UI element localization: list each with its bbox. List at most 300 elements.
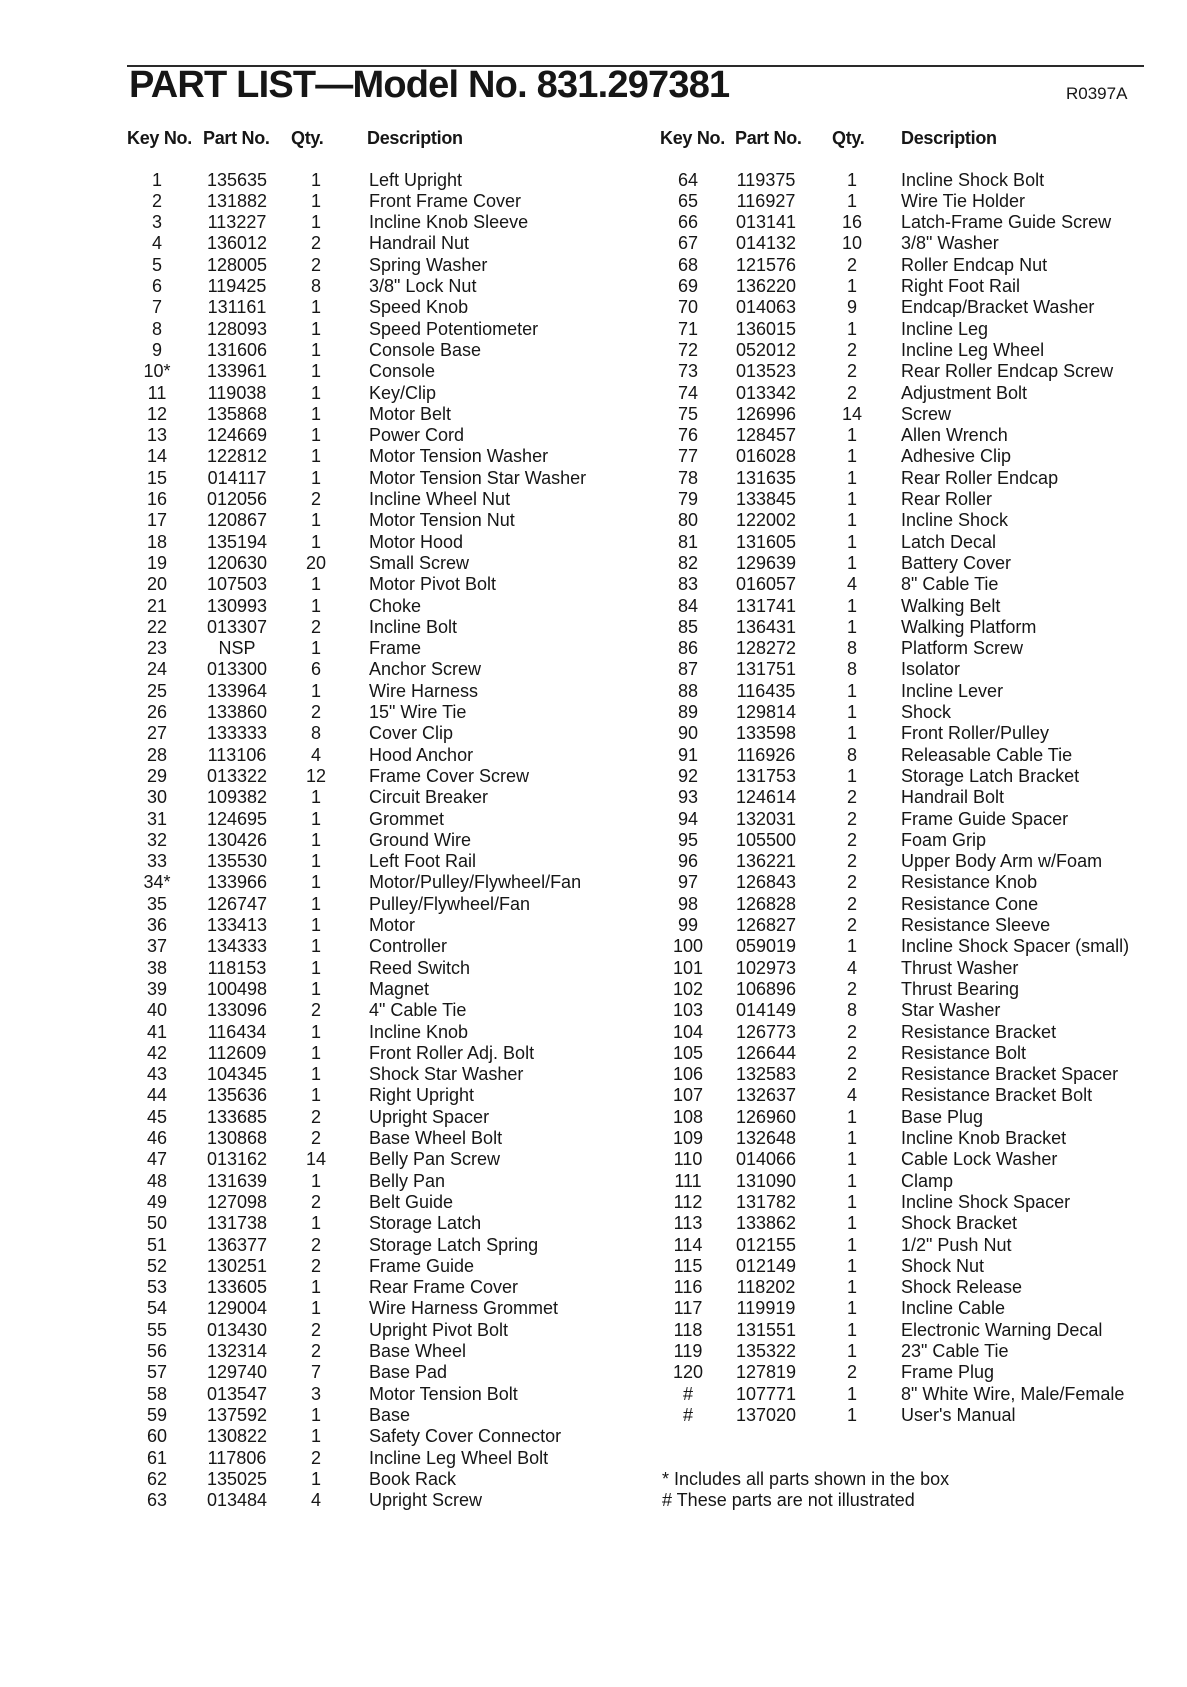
key-number: 92 — [677, 765, 699, 786]
description: Clamp — [901, 1170, 954, 1191]
part-number: 014066 — [735, 1149, 797, 1170]
part-number: 135636 — [206, 1085, 268, 1106]
part-number: 126773 — [735, 1021, 797, 1042]
parts-row — [0, 1107, 1187, 1128]
part-number: 013484 — [206, 1490, 268, 1511]
quantity: 2 — [310, 616, 321, 637]
quantity: 2 — [846, 1064, 857, 1085]
part-number: 117806 — [207, 1447, 267, 1468]
quantity: 1 — [846, 1298, 857, 1319]
quantity: 8 — [846, 1000, 857, 1021]
description: Wire Harness — [369, 680, 479, 701]
key-number: 38 — [146, 957, 168, 978]
key-number: 106 — [672, 1064, 704, 1085]
part-number: 014132 — [735, 233, 797, 254]
part-number: 133605 — [206, 1277, 268, 1298]
description: Incline Leg Wheel Bolt — [369, 1447, 549, 1468]
description: Belly Pan — [369, 1170, 446, 1191]
description: Adhesive Clip — [901, 446, 1012, 467]
parts-row — [0, 894, 1187, 915]
key-number: 20 — [146, 574, 168, 595]
quantity: 2 — [310, 1319, 321, 1340]
part-number: 126960 — [735, 1106, 797, 1127]
quantity: 1 — [310, 1170, 321, 1191]
part-number: 052012 — [735, 339, 797, 360]
part-number: 013523 — [735, 361, 797, 382]
part-number: 136220 — [735, 276, 797, 296]
parts-row — [0, 596, 1187, 617]
part-number: 132583 — [735, 1064, 797, 1085]
key-number: 119 — [673, 1341, 703, 1361]
part-number: 013547 — [206, 1383, 268, 1404]
quantity: 2 — [846, 808, 857, 829]
quantity: 1 — [310, 936, 321, 957]
quantity: 1 — [846, 765, 857, 786]
part-number: 116927 — [736, 190, 796, 211]
part-number: 012056 — [206, 489, 268, 509]
quantity: 1 — [310, 318, 321, 339]
quantity: 2 — [846, 382, 857, 403]
quantity: 1 — [846, 616, 857, 637]
quantity: 1 — [846, 680, 857, 701]
description: Ground Wire — [369, 829, 472, 850]
description: Base Plug — [901, 1106, 984, 1127]
part-number: 126747 — [206, 893, 268, 914]
part-number: 131606 — [206, 339, 268, 360]
key-number: 91 — [677, 744, 699, 765]
part-number: 135194 — [206, 531, 268, 552]
header-description: Description — [901, 128, 997, 148]
description: Belly Pan Screw — [369, 1149, 501, 1170]
key-number: 117 — [673, 1298, 703, 1319]
description: Battery Cover — [901, 552, 1012, 573]
parts-row — [0, 1298, 1187, 1319]
description: Shock Bracket — [901, 1213, 1018, 1234]
part-number: 116434 — [207, 1021, 267, 1042]
quantity: 1 — [310, 574, 321, 595]
key-number: 102 — [672, 978, 704, 999]
part-number: 136221 — [735, 851, 797, 872]
key-number: 71 — [677, 318, 699, 339]
key-number: 5 — [151, 254, 162, 275]
description: 1/2" Push Nut — [901, 1234, 1012, 1255]
part-number: 132637 — [735, 1085, 797, 1106]
part-number: 134333 — [206, 936, 268, 957]
key-number: 108 — [672, 1106, 704, 1127]
quantity: 2 — [310, 1234, 321, 1255]
part-number: 121576 — [735, 254, 797, 275]
description: Speed Knob — [369, 297, 469, 318]
parts-row — [0, 212, 1187, 233]
part-number: 131635 — [735, 467, 797, 488]
part-number: 135025 — [206, 1468, 268, 1489]
description: Base — [369, 1404, 411, 1425]
quantity: 2 — [310, 1191, 321, 1212]
description: Right Foot Rail — [901, 276, 1021, 296]
quantity: 1 — [310, 190, 321, 211]
part-number: 133845 — [735, 489, 797, 509]
quantity: 1 — [846, 531, 857, 552]
key-number: 48 — [146, 1170, 168, 1191]
part-number: 113106 — [207, 744, 267, 765]
part-number: 126827 — [735, 915, 797, 935]
description: Incline Leg — [901, 318, 989, 339]
description: Releasable Cable Tie — [901, 744, 1073, 765]
key-number: 21 — [146, 595, 168, 616]
part-number: 133961 — [206, 361, 268, 382]
key-number: 57 — [146, 1362, 168, 1383]
key-number: 100 — [672, 936, 704, 957]
description: Shock Star Washer — [369, 1064, 524, 1085]
parts-row — [0, 1341, 1187, 1362]
key-number: 15 — [146, 467, 168, 488]
description: Motor Belt — [369, 403, 452, 424]
description: Incline Lever — [901, 680, 1004, 701]
parts-row — [0, 383, 1187, 404]
quantity: 2 — [310, 1447, 321, 1468]
description: Frame Guide — [369, 1255, 475, 1276]
description: Choke — [369, 595, 422, 616]
description: Isolator — [901, 659, 961, 680]
description: Book Rack — [369, 1468, 457, 1489]
parts-row — [0, 319, 1187, 340]
key-number: 13 — [146, 425, 168, 446]
description: Electronic Warning Decal — [901, 1319, 1103, 1340]
description: Pulley/Flywheel/Fan — [369, 893, 531, 914]
key-number: 107 — [672, 1085, 704, 1106]
quantity: 1 — [310, 978, 321, 999]
parts-row — [0, 915, 1187, 936]
description: Reed Switch — [369, 957, 471, 978]
key-number: 111 — [674, 1170, 702, 1191]
description: Key/Clip — [369, 382, 437, 403]
quantity: 2 — [310, 1255, 321, 1276]
quantity: 2 — [310, 1128, 321, 1148]
key-number: 93 — [677, 787, 699, 808]
quantity: 1 — [846, 1255, 857, 1276]
quantity: 2 — [310, 254, 321, 275]
key-number: 116 — [673, 1277, 703, 1298]
key-number: 27 — [146, 723, 168, 744]
part-number: 126843 — [735, 872, 797, 893]
key-number: 80 — [677, 510, 699, 531]
part-number: 128272 — [735, 638, 797, 659]
quantity: 2 — [310, 1000, 321, 1021]
key-number: 26 — [146, 702, 168, 722]
quantity: 1 — [310, 787, 321, 808]
part-number: 131753 — [735, 765, 797, 786]
quantity: 7 — [310, 1362, 321, 1383]
description: Shock Release — [901, 1277, 1023, 1298]
parts-row — [0, 1171, 1187, 1192]
key-number: 94 — [677, 808, 699, 829]
description: Left Foot Rail — [369, 851, 477, 872]
quantity: 1 — [310, 425, 321, 446]
key-number: 7 — [151, 297, 162, 318]
part-number: 059019 — [735, 936, 797, 957]
key-number: 115 — [673, 1255, 703, 1276]
key-number: 28 — [146, 744, 168, 765]
part-number: 102973 — [735, 957, 797, 978]
quantity: 2 — [846, 787, 857, 808]
quantity: 3 — [310, 1383, 321, 1404]
description: Star Washer — [901, 1000, 1001, 1021]
parts-row — [0, 340, 1187, 361]
description: Cover Clip — [369, 723, 454, 744]
description: 3/8" Washer — [901, 233, 999, 254]
quantity: 10 — [841, 233, 863, 254]
part-number: 131782 — [735, 1191, 797, 1212]
part-number: 136012 — [206, 233, 268, 254]
description: Left Upright — [369, 169, 463, 190]
quantity: 1 — [846, 1277, 857, 1298]
part-number: 131090 — [735, 1170, 797, 1191]
key-number: 79 — [677, 489, 699, 509]
key-number: 19 — [146, 552, 168, 573]
quantity: 1 — [846, 1191, 857, 1212]
key-number: 14 — [146, 446, 168, 467]
description: Foam Grip — [901, 829, 987, 850]
quantity: 1 — [310, 403, 321, 424]
key-number: 47 — [146, 1149, 168, 1170]
part-number: NSP — [218, 638, 256, 659]
quantity: 1 — [310, 1426, 321, 1447]
quantity: 1 — [846, 552, 857, 573]
key-number: 10* — [143, 361, 171, 382]
description: Small Screw — [369, 552, 470, 573]
parts-row — [0, 255, 1187, 276]
quantity: 1 — [310, 1468, 321, 1489]
part-number: 013322 — [206, 765, 268, 786]
part-number: 016028 — [735, 446, 797, 467]
quantity: 2 — [310, 489, 321, 509]
quantity: 1 — [310, 808, 321, 829]
description: Motor Pivot Bolt — [369, 574, 497, 595]
part-number: 132031 — [735, 808, 797, 829]
part-number: 124669 — [206, 425, 268, 446]
description: Base Pad — [369, 1362, 448, 1383]
description: Speed Potentiometer — [369, 318, 539, 339]
quantity: 1 — [310, 212, 321, 233]
page-title: PART LIST—Model No. 831.297381 — [129, 64, 730, 106]
key-number: 29 — [146, 765, 168, 786]
description: Spring Washer — [369, 254, 488, 275]
description: Resistance Bolt — [901, 1042, 1027, 1063]
description: Cable Lock Washer — [901, 1149, 1058, 1170]
part-number: 129814 — [735, 702, 797, 722]
parts-row — [0, 404, 1187, 425]
description: Incline Shock — [901, 510, 1009, 531]
description: Circuit Breaker — [369, 787, 489, 808]
parts-row — [0, 745, 1187, 766]
description: Motor Hood — [369, 531, 464, 552]
key-number: 81 — [677, 531, 699, 552]
parts-row — [0, 489, 1187, 510]
part-number: 133964 — [206, 680, 268, 701]
description: Walking Platform — [901, 616, 1037, 637]
description: Console Base — [369, 339, 482, 360]
quantity: 2 — [846, 915, 857, 935]
description: Thrust Bearing — [901, 978, 1020, 999]
description: Front Roller/Pulley — [901, 723, 1050, 744]
parts-row — [0, 958, 1187, 979]
description: Thrust Washer — [901, 957, 1019, 978]
quantity: 8 — [846, 638, 857, 659]
part-number: 109382 — [206, 787, 268, 808]
description: Incline Cable — [901, 1298, 1006, 1319]
parts-row — [0, 1320, 1187, 1341]
description: Power Cord — [369, 425, 465, 446]
description: Frame — [369, 638, 422, 659]
description: Resistance Cone — [901, 893, 1039, 914]
description: Front Roller Adj. Bolt — [369, 1042, 535, 1063]
parts-row — [0, 170, 1187, 191]
description: Incline Knob Sleeve — [369, 212, 529, 233]
parts-row — [0, 1384, 1187, 1405]
key-number: 77 — [677, 446, 699, 467]
part-number: 118202 — [736, 1277, 796, 1298]
key-number: 43 — [146, 1064, 168, 1085]
part-number: 013300 — [206, 659, 268, 680]
parts-row — [0, 532, 1187, 553]
description: 3/8" Lock Nut — [369, 276, 477, 296]
quantity: 1 — [846, 446, 857, 467]
description: Storage Latch Bracket — [901, 765, 1080, 786]
quantity: 2 — [846, 254, 857, 275]
quantity: 1 — [310, 893, 321, 914]
part-number: 135868 — [206, 403, 268, 424]
part-number: 119375 — [736, 169, 796, 190]
part-number: 130822 — [206, 1426, 268, 1447]
key-number: 74 — [677, 382, 699, 403]
parts-row — [0, 1000, 1187, 1021]
quantity: 1 — [310, 957, 321, 978]
parts-row — [0, 297, 1187, 318]
quantity: 2 — [310, 1106, 321, 1127]
description: Incline Wheel Nut — [369, 489, 511, 509]
parts-row — [0, 1022, 1187, 1043]
key-number: 109 — [672, 1128, 704, 1148]
quantity: 2 — [846, 361, 857, 382]
header-key-no: Key No. — [127, 128, 192, 148]
description: User's Manual — [901, 1404, 1016, 1425]
part-number: 127819 — [735, 1362, 797, 1383]
key-number: 62 — [146, 1468, 168, 1489]
quantity: 4 — [846, 1085, 857, 1106]
part-number: 135530 — [206, 851, 268, 872]
parts-row — [0, 1362, 1187, 1383]
parts-row — [0, 723, 1187, 744]
key-number: 33 — [146, 851, 168, 872]
description: Incline Shock Bolt — [901, 169, 1045, 190]
parts-row — [0, 1235, 1187, 1256]
quantity: 9 — [846, 297, 857, 318]
quantity: 1 — [846, 702, 857, 722]
parts-row — [0, 766, 1187, 787]
key-number: 8 — [151, 318, 162, 339]
quantity: 1 — [310, 446, 321, 467]
quantity: 4 — [846, 574, 857, 595]
parts-row — [0, 979, 1187, 1000]
part-number: 128093 — [206, 318, 268, 339]
description: Safety Cover Connector — [369, 1426, 562, 1447]
quantity: 1 — [846, 489, 857, 509]
key-number: 72 — [677, 339, 699, 360]
parts-row — [0, 1405, 1187, 1426]
part-number: 113227 — [207, 212, 267, 233]
description: Resistance Knob — [901, 872, 1038, 893]
key-number: 110 — [673, 1149, 703, 1170]
key-number: 36 — [146, 915, 168, 935]
part-number: 131738 — [206, 1213, 268, 1234]
key-number: 35 — [146, 893, 168, 914]
parts-row — [0, 1064, 1187, 1085]
key-number: 76 — [677, 425, 699, 446]
parts-row — [0, 233, 1187, 254]
key-number: 37 — [146, 936, 168, 957]
quantity: 1 — [310, 595, 321, 616]
part-number: 013307 — [206, 616, 268, 637]
parts-row — [0, 1128, 1187, 1149]
key-number: 99 — [677, 915, 699, 935]
key-number: 69 — [677, 276, 699, 296]
part-number: 112609 — [207, 1042, 267, 1063]
part-number: 120867 — [206, 510, 268, 531]
quantity: 2 — [310, 1341, 321, 1361]
quantity: 1 — [846, 169, 857, 190]
quantity: 8 — [846, 744, 857, 765]
description: Roller Endcap Nut — [901, 254, 1048, 275]
key-number: 63 — [146, 1490, 168, 1511]
key-number: 64 — [677, 169, 699, 190]
quantity: 1 — [846, 1213, 857, 1234]
quantity: 2 — [846, 1362, 857, 1383]
key-number: 87 — [677, 659, 699, 680]
quantity: 1 — [846, 1128, 857, 1148]
description: Storage Latch — [369, 1213, 482, 1234]
quantity: 1 — [310, 872, 321, 893]
description: Frame Guide Spacer — [901, 808, 1069, 829]
key-number: 55 — [146, 1319, 168, 1340]
key-number: 73 — [677, 361, 699, 382]
description: Motor/Pulley/Flywheel/Fan — [369, 872, 582, 893]
part-number: 130868 — [206, 1128, 268, 1148]
part-number: 133862 — [735, 1213, 797, 1234]
description: Motor — [369, 915, 416, 935]
quantity: 1 — [310, 361, 321, 382]
part-number: 133685 — [206, 1106, 268, 1127]
key-number: 12 — [146, 403, 168, 424]
description: Base Wheel — [369, 1341, 467, 1361]
description: Rear Roller Endcap Screw — [901, 361, 1114, 382]
quantity: 1 — [310, 169, 321, 190]
description: Incline Shock Spacer — [901, 1191, 1071, 1212]
part-number: 130426 — [206, 829, 268, 850]
parts-row — [0, 872, 1187, 893]
description: Rear Frame Cover — [369, 1277, 519, 1298]
quantity: 2 — [846, 1042, 857, 1063]
part-number: 124695 — [206, 808, 268, 829]
description: Resistance Bracket Spacer — [901, 1064, 1119, 1085]
part-number: 132314 — [206, 1341, 268, 1361]
description: Shock — [901, 702, 952, 722]
header-qty: Qty. — [291, 128, 324, 148]
quantity: 1 — [846, 1319, 857, 1340]
description: 4" Cable Tie — [369, 1000, 467, 1021]
key-number: # — [682, 1383, 693, 1404]
key-number: 114 — [673, 1234, 703, 1255]
parts-row — [0, 787, 1187, 808]
